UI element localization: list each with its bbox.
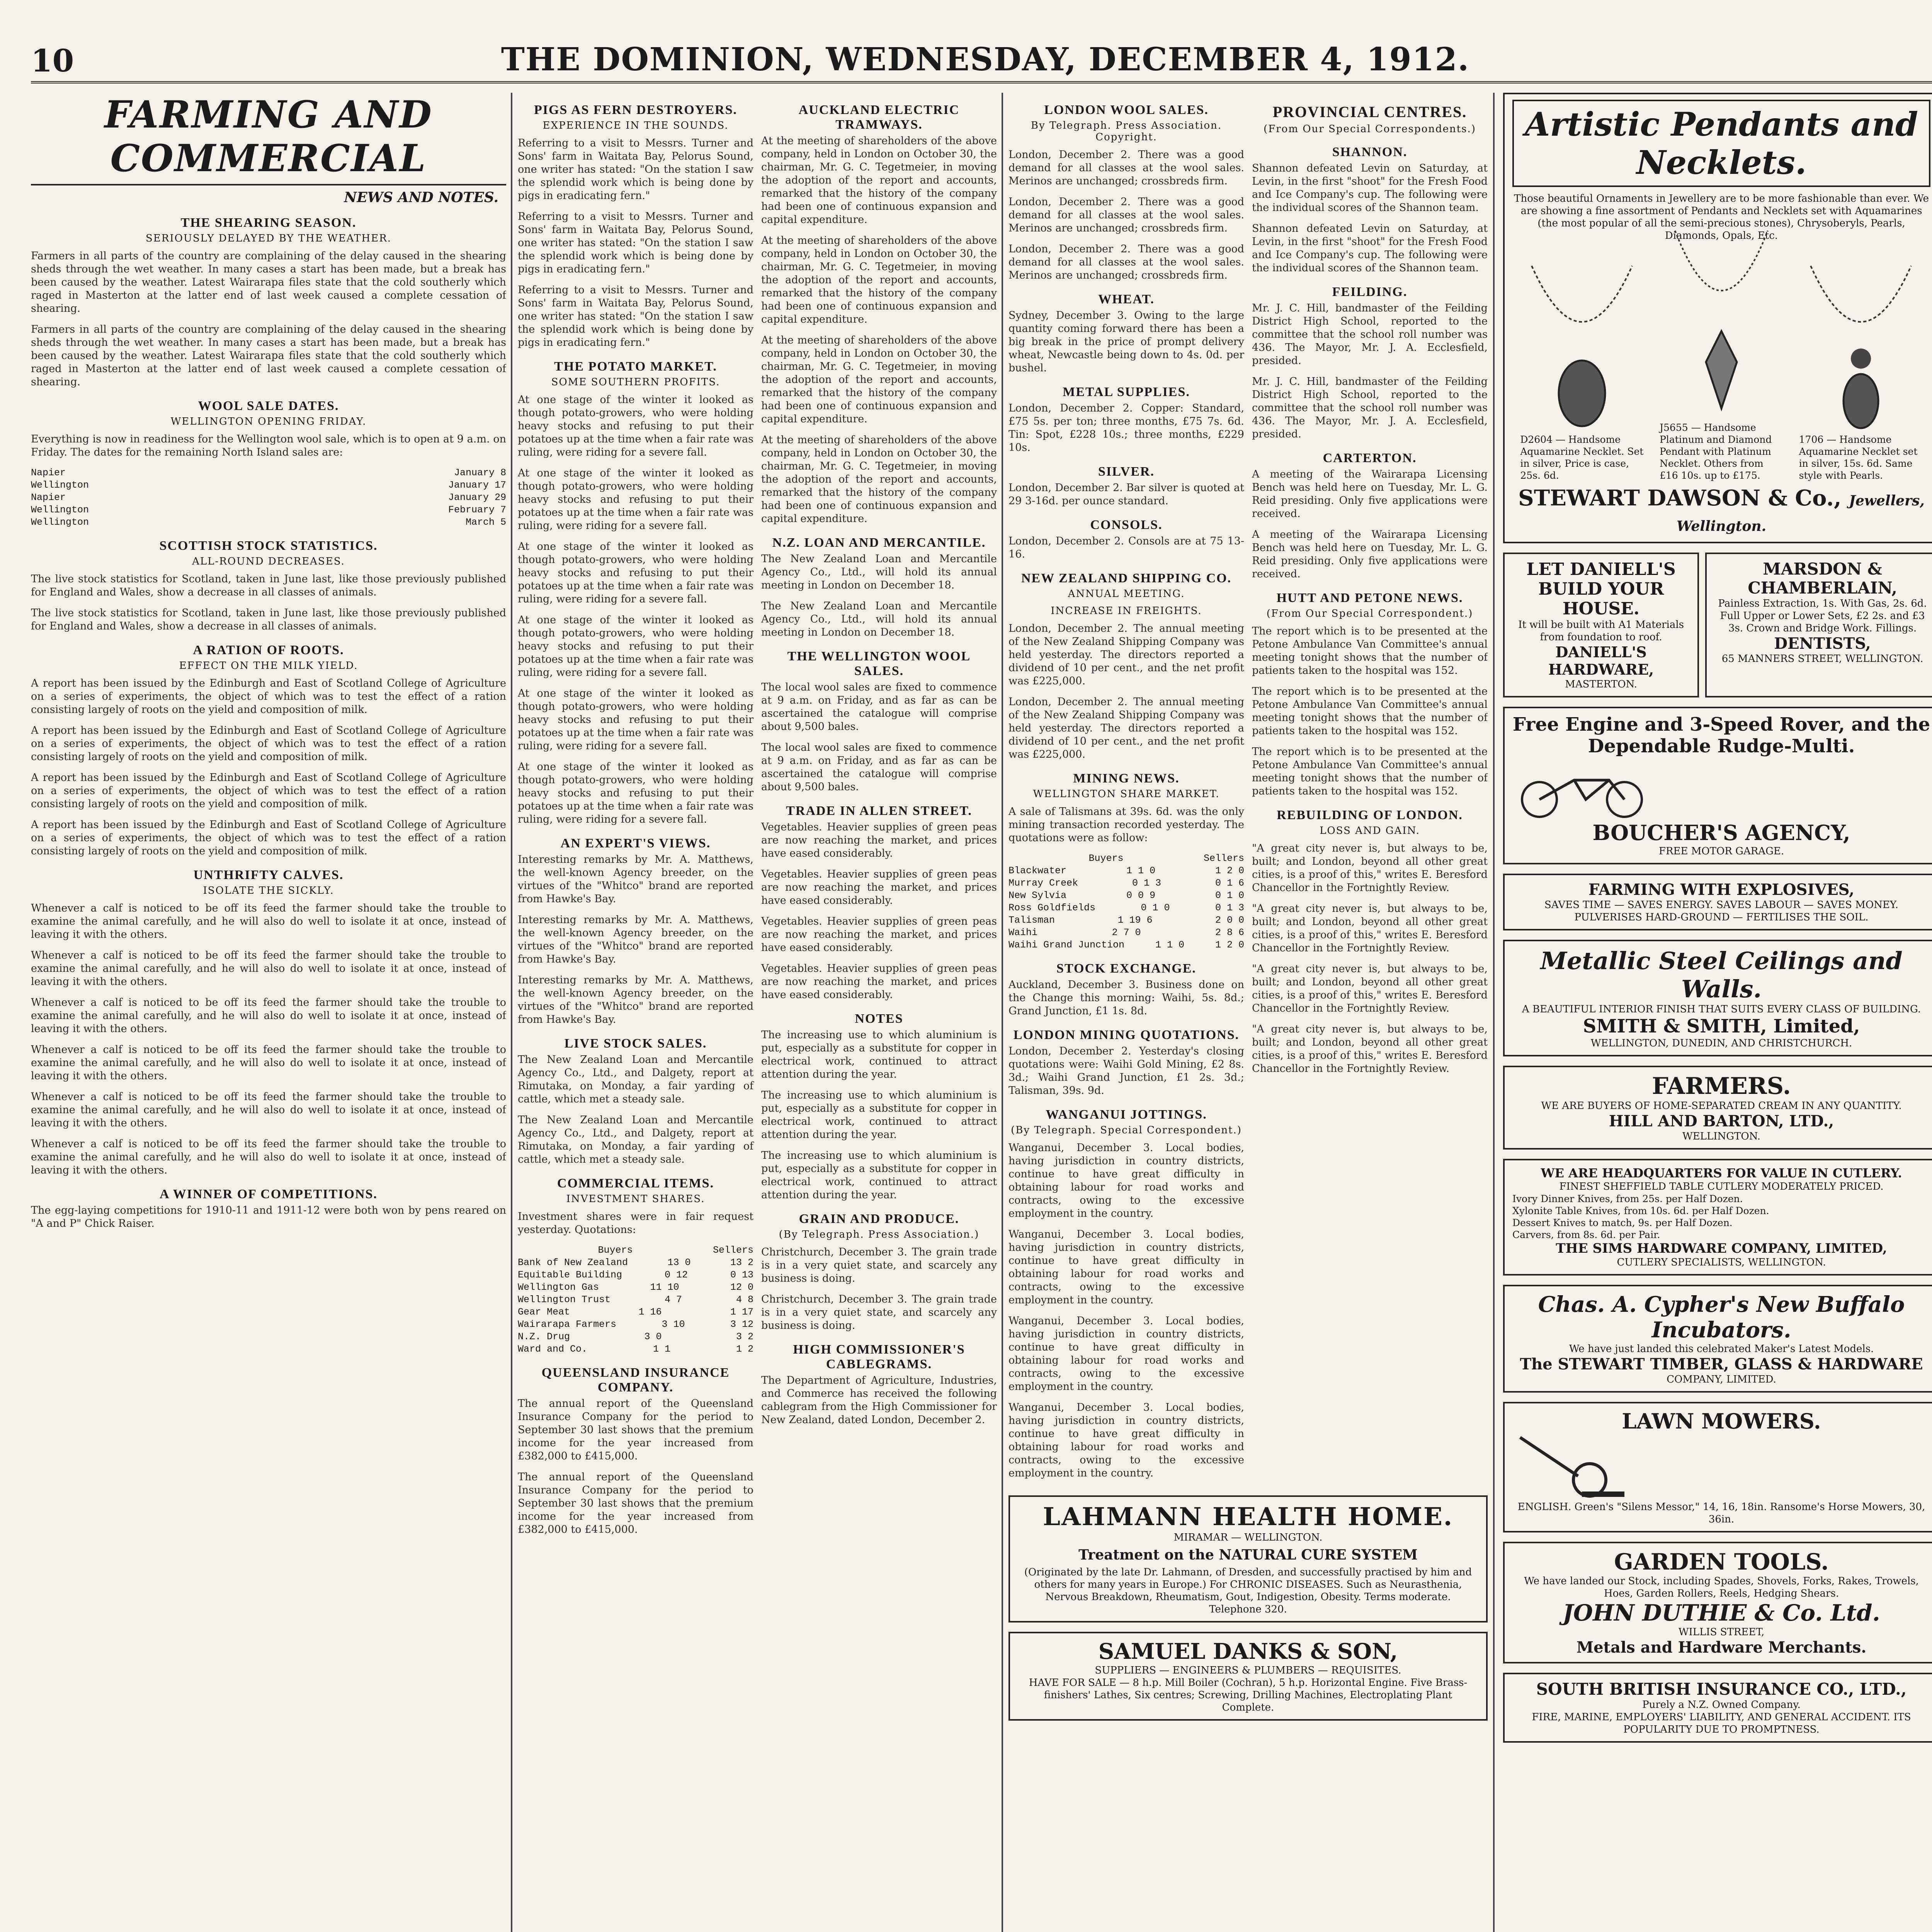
article-body: London, December 2. Copper: Standard, £75 5s. per ton; three months, £75 7s. 6d. Tin: Spot, £228 10s.; three months, £229 10s.: [1009, 402, 1244, 454]
article-body: Whenever a calf is noticed to be off its feed the farmer should take the trouble to examine the animal carefully, and he will also do well to isolate it at once, instead of leaving it with the others.: [31, 949, 506, 988]
article-heading: A RATION OF ROOTS.: [193, 643, 344, 657]
article-body: Shannon defeated Levin on Saturday, at Levin, in the first "shoot" for the Fresh Food and Ice Company's cup. The following were the individual scores of the Shannon team.: [1252, 162, 1488, 214]
ad-heading: MARSDON & CHAMBERLAIN,: [1748, 560, 1897, 597]
article-body: Whenever a calf is noticed to be off its feed the farmer should take the trouble to examine the animal carefully, and he will also do well to isolate it at once, instead of leaving it with the others.: [31, 1138, 506, 1176]
page-number: 10: [31, 43, 74, 79]
article-body: The annual report of the Queensland Insurance Company for the period to September 30 last shows that the premium income for the year increased from £382,000 to £415,000.: [518, 1398, 753, 1462]
table-row: Talisman 1 19 6 2 0 0: [1009, 915, 1244, 926]
article-body: London, December 2. The annual meeting of the New Zealand Shipping Company was held yesterday. The directors reported a dividend of 10 per cent., and the net profit was £225,000.: [1009, 622, 1244, 687]
article-heading: REBUILDING OF LONDON.: [1277, 808, 1463, 822]
table-header: Buyers Sellers: [1088, 853, 1244, 864]
ad-heading: SAMUEL DANKS & SON,: [1098, 1639, 1398, 1664]
section-subtitle: NEWS AND NOTES.: [344, 189, 498, 206]
article-body: Mr. J. C. Hill, bandmaster of the Feilding District High School, reported to the committee that the school roll number was 436. The Mayor, Mr. J. A. Ecclesfield, presided.: [1252, 302, 1488, 367]
article-body: A meeting of the Wairarapa Licensing Bench was held here on Tuesday, Mr. L. G. Reid presiding. Only five applications were received.: [1252, 529, 1488, 580]
article-heading: THE SHEARING SEASON.: [180, 216, 357, 230]
article-body: The report which is to be presented at the Petone Ambulance Van Committee's annual meeting tonight shows that the number of patients taken to the hospital was 152.: [1252, 685, 1488, 737]
article-subheading: LOSS AND GAIN.: [1320, 825, 1420, 837]
article-heading: THE POTATO MARKET.: [554, 359, 717, 374]
ad-text: Those beautiful Ornaments in Jewellery are to be more fashionable than ever. We are showing a fine assortment of Pendants and Necklets set with Aquamarines (the most popular of all the semi-precious stones), Chrysoberyls, Pearls, Diamonds, Opals, Etc.: [1514, 193, 1929, 242]
table-row: N.Z. Drug 3 0 3 2: [518, 1331, 753, 1342]
article-body: A sale of Talismans at 39s. 6d. was the only mining transaction recorded yesterday. The quotations were as follow:: [1009, 806, 1244, 844]
article-subheading: (From Our Special Correspondent.): [1266, 608, 1473, 619]
article-heading: N.Z. LOAN AND MERCANTILE.: [772, 536, 986, 550]
article-body: At one stage of the winter it looked as though potato-growers, who were holding heavy stocks and refusing to put their potatoes up at the time when a fair rate was ruling, were riding for a severe fall.: [518, 394, 753, 458]
ad-heading: Artistic Pendants and Necklets.: [1512, 100, 1930, 187]
advertisement-pendants: [1503, 93, 1932, 543]
table-row: Waihi Grand Junction 1 1 0 1 2 0: [1009, 939, 1244, 951]
article-body: At one stage of the winter it looked as though potato-growers, who were holding heavy stocks and refusing to put their potatoes up at the time when a fair rate was ruling, were riding for a severe fall.: [518, 541, 753, 605]
motorcycle-icon: [1512, 757, 1651, 819]
article-body: Referring to a visit to Messrs. Turner and Sons' farm in Waitata Bay, Pelorus Sound, one writer has stated: "On the station I saw the splendid work which is being done by pigs in eradicating fern.": [518, 137, 753, 202]
article-body: The report which is to be presented at the Petone Ambulance Van Committee's annual meeting tonight shows that the number of patients taken to the hospital was 152.: [1252, 746, 1488, 797]
article-body: At one stage of the winter it looked as though potato-growers, who were holding heavy stocks and refusing to put their potatoes up at the time when a fair rate was ruling, were riding for a severe fall.: [518, 761, 753, 825]
article-body: At one stage of the winter it looked as though potato-growers, who were holding heavy stocks and refusing to put their potatoes up at the time when a fair rate was ruling, were riding for a severe fall.: [518, 614, 753, 679]
ad-heading: LET DANIELL'S BUILD YOUR HOUSE.: [1526, 560, 1676, 619]
ad-place: MASTERTON.: [1565, 679, 1637, 690]
article-body: London, December 2. Bar silver is quoted at 29 3-16d. per ounce standard.: [1009, 482, 1244, 507]
subcolumn-2a: [518, 93, 753, 1544]
article-heading: HUTT AND PETONE NEWS.: [1276, 591, 1463, 605]
article-body: Interesting remarks by Mr. A. Matthews, the well-known Agency breeder, on the virtues of the "Whitco" brand are reported from Hawke's Bay.: [518, 914, 753, 965]
article-body: Vegetables. Heavier supplies of green peas are now reaching the market, and prices have eased considerably.: [761, 915, 997, 954]
table-row: Blackwater 1 1 0 1 2 0: [1009, 865, 1244, 876]
subcolumn-3b: [1252, 93, 1488, 1488]
article-body: Referring to a visit to Messrs. Turner and Sons' farm in Waitata Bay, Pelorus Sound, one writer has stated: "On the station I saw the splendid work which is being done by pigs in eradicating fern.": [518, 211, 753, 275]
ad-firm: STEWART DAWSON & Co., Jewellers, Wellington.: [1518, 485, 1925, 534]
ad-text: We have landed our Stock, including Spades, Shovels, Forks, Rakes, Trowels, Hoes, Garden Rollers, Reels, Hedging Shears.: [1524, 1575, 1919, 1599]
article-heading: PROVINCIAL CENTRES.: [1272, 103, 1467, 121]
article-subheading: ALL-ROUND DECREASES.: [192, 556, 345, 567]
article-body: London, December 2. Consols are at 75 13-16.: [1009, 535, 1244, 560]
ad-subheading: MIRAMAR — WELLINGTON.: [1173, 1532, 1323, 1543]
article-heading: CONSOLS.: [1090, 518, 1163, 532]
article-subheading: WELLINGTON OPENING FRIDAY.: [170, 416, 367, 427]
table-row: Wellington January 17: [31, 480, 506, 491]
ad-heading: SOUTH BRITISH INSURANCE CO., LTD.,: [1536, 1680, 1907, 1699]
article-heading: WOOL SALE DATES.: [198, 399, 339, 413]
article-body: Wanganui, December 3. Local bodies, having jurisdiction in country districts, continue to have great difficulty in obtaining labour for road works and contracts, owing to the excessive employment in the country.: [1009, 1315, 1244, 1393]
article-body: The New Zealand Loan and Mercantile Agency Co., Ltd., will hold its annual meeting in London on December 18.: [761, 553, 997, 591]
article-heading: METAL SUPPLIES.: [1063, 385, 1190, 399]
table-row: New Sylvia 0 0 9 0 1 0: [1009, 890, 1244, 901]
table-row: Wellington March 5: [31, 517, 506, 528]
article-body: "A great city never is, but always to be, built; and London, beyond all other great cities, is a proof of this," writes E. Beresford Chancellor in the Fortnightly Review.: [1252, 842, 1488, 894]
column-rule: [511, 93, 512, 1932]
article-body: Wanganui, December 3. Local bodies, having jurisdiction in country districts, continue to have great difficulty in obtaining labour for road works and contracts, owing to the excessive employment in the country.: [1009, 1142, 1244, 1219]
ad-place: WILLIS STREET,: [1678, 1626, 1765, 1638]
article-heading: SHANNON.: [1332, 145, 1408, 159]
article-body: At the meeting of shareholders of the above company, held in London on October 30, the chairman, Mr. G. C. Tegetmeier, in moving the adoption of the report and accounts, remarked that the history of the company had been one of continuous expansion and capital expenditure.: [761, 235, 997, 325]
article-heading: NEW ZEALAND SHIPPING CO.: [1021, 571, 1232, 585]
article-heading: LONDON WOOL SALES.: [1044, 103, 1209, 117]
table-row: Napier January 8: [31, 467, 506, 478]
advertisement-incubators: [1503, 1285, 1932, 1393]
article-subheading: SERIOUSLY DELAYED BY THE WEATHER.: [145, 233, 391, 244]
pendant-item: [1660, 227, 1783, 481]
ad-text: Purely a N.Z. Owned Company.: [1642, 1699, 1801, 1711]
article-body: The local wool sales are fixed to commence at 9 a.m. on Friday, and as far as can be ascertained the catalogue will comprise about 9,500 bales.: [761, 742, 997, 793]
column-1: [31, 93, 506, 1932]
article-subheading: INCREASE IN FREIGHTS.: [1051, 605, 1202, 617]
article-subheading: (By Telegraph. Press Association.): [779, 1229, 980, 1240]
ad-firm: SMITH & SMITH, Limited,: [1583, 1015, 1860, 1037]
table-row: Equitable Building 0 12 0 13: [518, 1269, 753, 1281]
masthead: [31, 39, 1932, 83]
sale-dates-table: [31, 467, 506, 529]
ad-place: WELLINGTON, DUNEDIN, AND CHRISTCHURCH.: [1590, 1037, 1852, 1049]
ad-address: 65 MANNERS STREET, WELLINGTON.: [1721, 653, 1923, 665]
article-body: Interesting remarks by Mr. A. Matthews, the well-known Agency breeder, on the virtues of the "Whitco" brand are reported from Hawke's Bay.: [518, 974, 753, 1026]
table-row: Napier January 29: [31, 492, 506, 503]
article-subheading: EXPERIENCE IN THE SOUNDS.: [543, 120, 729, 131]
article-subheading: INVESTMENT SHARES.: [566, 1193, 705, 1205]
article-body: The live stock statistics for Scotland, taken in June last, like those previously published for England and Wales, show a decrease in all classes of animals.: [31, 573, 506, 598]
necklet-illustration-icon: [1803, 262, 1919, 432]
ad-text: FINEST SHEFFIELD TABLE CUTLERY MODERATELY PRICED.: [1559, 1181, 1884, 1192]
article-heading: AUCKLAND ELECTRIC TRAMWAYS.: [798, 103, 960, 132]
article-body: Wanganui, December 3. Local bodies, having jurisdiction in country districts, continue to have great difficulty in obtaining labour for road works and contracts, owing to the excessive employment in the country.: [1009, 1228, 1244, 1306]
list-item: Dessert Knives to match, 9s. per Half Dozen.: [1512, 1217, 1733, 1228]
ad-heading: FARMERS.: [1652, 1073, 1791, 1100]
article-body: "A great city never is, but always to be, built; and London, beyond all other great cities, is a proof of this," writes E. Beresford Chancellor in the Fortnightly Review.: [1252, 963, 1488, 1014]
article-subheading: (By Telegraph. Special Correspondent.): [1011, 1124, 1242, 1136]
article-body: Farmers in all parts of the country are complaining of the delay caused in the shearing sheds through the wet weather. In many cases a start has been made, but a break has been caused by the weather. Latest Wairarapa files state that the cold southerly which raged in Masterton at the latter end of last week caused a complete cessation of shearing.: [31, 250, 506, 315]
article-heading: COMMERCIAL ITEMS.: [557, 1176, 714, 1190]
article-heading: SCOTTISH STOCK STATISTICS.: [159, 539, 378, 553]
advertisement-marsdon: [1705, 553, 1932, 697]
article-heading: CARTERTON.: [1323, 451, 1417, 465]
article-heading: THE WELLINGTON WOOL SALES.: [787, 649, 971, 678]
jewellery-illustrations: [1512, 242, 1930, 481]
article-body: London, December 2. Yesterday's closing quotations were: Waihi Gold Mining, £2 8s. 3d.; Waihi Grand Junction, £1 2s. 3d.; Talisman, 39s. 9d.: [1009, 1045, 1244, 1097]
article-body: Christchurch, December 3. The grain trade is in a very quiet state, and scarcely any business is doing.: [761, 1246, 997, 1284]
table-header: Buyers Sellers: [598, 1245, 753, 1256]
article-body: At the meeting of shareholders of the above company, held in London on October 30, the chairman, Mr. G. C. Tegetmeier, in moving the adoption of the report and accounts, remarked that the history of the company had been one of continuous expansion and capital expenditure.: [761, 334, 997, 425]
article-heading: GRAIN AND PRODUCE.: [799, 1212, 959, 1226]
pendant-illustration-icon: [1663, 227, 1779, 420]
table-row: Gear Meat 1 16 1 17: [518, 1306, 753, 1318]
list-item: Xylonite Table Knives, from 10s. 6d. per Half Dozen.: [1512, 1205, 1769, 1216]
article-heading: STOCK EXCHANGE.: [1056, 961, 1196, 976]
article-heading: QUEENSLAND INSURANCE COMPANY.: [541, 1366, 730, 1395]
ad-text: HAVE FOR SALE — 8 h.p. Mill Boiler (Cochran), 5 h.p. Horizontal Engine. Five Brass-finishers' Lathes, Six centres; Screwing, Drilling Machines, Electroplating Plant Complete.: [1029, 1677, 1468, 1713]
necklet-illustration-icon: [1524, 262, 1640, 432]
article-body: Everything is now in readiness for the Wellington wool sale, which is to open at 9 a.m. on Friday. The dates for the remaining North Island sales are:: [31, 433, 506, 458]
table-row: Ross Goldfields 0 1 0 0 1 3: [1009, 902, 1244, 913]
advertisement-cutlery: [1503, 1159, 1932, 1276]
article-body: At the meeting of shareholders of the above company, held in London on October 30, the chairman, Mr. G. C. Tegetmeier, in moving the adoption of the report and accounts, remarked that the history of the company had been one of continuous expansion and capital expenditure.: [761, 135, 997, 226]
ad-heading: LAHMANN HEALTH HOME.: [1043, 1502, 1454, 1531]
article-body: Whenever a calf is noticed to be off its feed the farmer should take the trouble to examine the animal carefully, and he will also do well to isolate it at once, instead of leaving it with the others.: [31, 1044, 506, 1082]
advertisement-insurance: [1503, 1673, 1932, 1743]
advertisement-tools: [1503, 1542, 1932, 1663]
article-body: The Department of Agriculture, Industries, and Commerce has received the following cablegram from the High Commissioner for New Zealand, dated London, December 2.: [761, 1374, 997, 1426]
article-body: "A great city never is, but always to be, built; and London, beyond all other great cities, is a proof of this," writes E. Beresford Chancellor in the Fortnightly Review.: [1252, 1023, 1488, 1075]
article-body: Christchurch, December 3. The grain trade is in a very quiet state, and scarcely any business is doing.: [761, 1293, 997, 1332]
ad-heading: Free Engine and 3-Speed Rover, and the Dependable Rudge-Multi.: [1512, 714, 1930, 757]
advertisement-farmers: [1503, 1066, 1932, 1150]
article-subheading: By Telegraph. Press Association. Copyright.: [1031, 120, 1222, 143]
ad-text: ENGLISH. Green's "Silens Messor," 14, 16, 18in. Ransome's Horse Mowers, 30, 36in.: [1517, 1501, 1925, 1525]
subcolumn-3a: [1009, 93, 1244, 1488]
ad-text: It will be built with A1 Materials from foundation to roof.: [1518, 619, 1684, 643]
list-item: Ivory Dinner Knives, from 25s. per Half Dozen.: [1512, 1193, 1743, 1204]
article-body: The increasing use to which aluminium is put, especially as a substitute for copper in electrical work, continued to attract attention during the year.: [761, 1029, 997, 1080]
subcolumn-2b: [761, 93, 997, 1544]
column-4-advertisements: [1503, 93, 1932, 1932]
advertisement-explosives: [1503, 874, 1932, 930]
ad-tag: FREE MOTOR GARAGE.: [1658, 845, 1784, 857]
article-heading: NOTES: [855, 1012, 903, 1026]
table-row: Bank of New Zealand 13 0 13 2: [518, 1257, 753, 1268]
article-heading: LIVE STOCK SALES.: [564, 1036, 707, 1051]
article-heading: TRADE IN ALLEN STREET.: [786, 804, 972, 818]
article-body: A report has been issued by the Edinburgh and East of Scotland College of Agriculture on a series of experiments, the object of which was to test the effect of a ration consisting largely of roots on the yield and composition of milk.: [31, 677, 506, 716]
article-body: Referring to a visit to Messrs. Turner and Sons' farm in Waitata Bay, Pelorus Sound, one writer has stated: "On the station I saw the splendid work which is being done by pigs in eradicating fern.": [518, 284, 753, 349]
column-rule: [1493, 93, 1495, 1932]
ad-firm: HILL AND BARTON, LTD.,: [1609, 1112, 1834, 1130]
ad-firm: BOUCHER'S AGENCY,: [1592, 820, 1850, 845]
ad-firm: THE SIMS HARDWARE COMPANY, LIMITED,: [1556, 1241, 1887, 1256]
ad-row: [1503, 553, 1932, 707]
article-body: London, December 2. There was a good demand for all classes at the wool sales. Merinos are unchanged; crossbreds firm.: [1009, 243, 1244, 281]
article-body: The local wool sales are fixed to commence at 9 a.m. on Friday, and as far as can be ascertained the catalogue will comprise about 9,500 bales.: [761, 681, 997, 733]
article-body: A report has been issued by the Edinburgh and East of Scotland College of Agriculture on a series of experiments, the object of which was to test the effect of a ration consisting largely of roots on the yield and composition of milk.: [31, 819, 506, 857]
ad-firm: The STEWART TIMBER, GLASS & HARDWARE: [1520, 1355, 1923, 1373]
ad-text: SAVES TIME — SAVES ENERGY. SAVES LABOUR — SAVES MONEY. PULVERISES HARD-GROUND — FERTILISES THE SOIL.: [1544, 899, 1898, 923]
article-body: At one stage of the winter it looked as though potato-growers, who were holding heavy stocks and refusing to put their potatoes up at the time when a fair rate was ruling, were riding for a severe fall.: [518, 687, 753, 752]
article-heading: WHEAT.: [1098, 292, 1155, 306]
article-heading: A WINNER OF COMPETITIONS.: [160, 1187, 378, 1201]
table-row: Wellington Trust 4 7 4 8: [518, 1294, 753, 1305]
article-body: The increasing use to which aluminium is put, especially as a substitute for copper in electrical work, continued to attract attention during the year.: [761, 1089, 997, 1141]
advertisement-daniell: [1503, 553, 1699, 697]
article-body: Vegetables. Heavier supplies of green peas are now reaching the market, and prices have eased considerably.: [761, 963, 997, 1001]
article-subheading: ISOLATE THE SICKLY.: [203, 885, 334, 896]
article-body: Mr. J. C. Hill, bandmaster of the Feilding District High School, reported to the committee that the school roll number was 436. The Mayor, Mr. J. A. Ecclesfield, presided.: [1252, 376, 1488, 440]
article-heading: AN EXPERT'S VIEWS.: [560, 836, 711, 850]
table-row: Wellington Gas 11 10 12 0: [518, 1282, 753, 1293]
article-body: "A great city never is, but always to be, built; and London, beyond all other great cities, is a proof of this," writes E. Beresford Chancellor in the Fortnightly Review.: [1252, 903, 1488, 954]
table-row: Waihi 2 7 0 2 8 6: [1009, 927, 1244, 938]
ad-heading: Metallic Steel Ceilings and Walls.: [1540, 947, 1903, 1003]
ad-text: WE ARE BUYERS OF HOME-SEPARATED CREAM IN ANY QUANTITY.: [1541, 1100, 1902, 1112]
article-body: Auckland, December 3. Business done on the Change this morning: Waihi, 5s. 8d.; Grand Junction, £1 1s. 8d.: [1009, 979, 1244, 1017]
ad-subheading: SUPPLIERS — ENGINEERS & PLUMBERS — REQUISITES.: [1095, 1665, 1401, 1676]
newspaper-title: THE DOMINION, WEDNESDAY, DECEMBER 4, 1912.: [501, 41, 1470, 78]
article-body: The annual report of the Queensland Insurance Company for the period to September 30 last shows that the premium income for the year increased from £382,000 to £415,000.: [518, 1471, 753, 1536]
article-body: At one stage of the winter it looked as though potato-growers, who were holding heavy stocks and refusing to put their potatoes up at the time when a fair rate was ruling, were riding for a severe fall.: [518, 467, 753, 532]
article-body: The increasing use to which aluminium is put, especially as a substitute for copper in electrical work, continued to attract attention during the year.: [761, 1150, 997, 1201]
ad-heading: GARDEN TOOLS.: [1614, 1549, 1829, 1575]
ad-subheading: DENTISTS,: [1774, 634, 1871, 653]
article-body: Farmers in all parts of the country are complaining of the delay caused in the shearing sheds through the wet weather. In many cases a start has been made, but a break has been caused by the weather. Latest Wairarapa files state that the cold southerly which raged in Masterton at the latter end of last week caused a complete cessation of shearing.: [31, 323, 506, 388]
article-body: Interesting remarks by Mr. A. Matthews, the well-known Agency breeder, on the virtues of the "Whitco" brand are reported from Hawke's Bay.: [518, 854, 753, 905]
ad-tag: COMPANY, LIMITED.: [1667, 1374, 1776, 1385]
ad-text: A BEAUTIFUL INTERIOR FINISH THAT SUITS EVERY CLASS OF BUILDING.: [1522, 1003, 1921, 1015]
article-heading: SILVER.: [1098, 464, 1155, 479]
advertisement-danks: [1009, 1632, 1488, 1721]
ad-text: We have just landed this celebrated Maker's Latest Models.: [1569, 1343, 1874, 1355]
article-body: The New Zealand Loan and Mercantile Agency Co., Ltd., and Dalgety, report at Rimutaka, on Monday, a fair yarding of cattle, which met a steady sale.: [518, 1054, 753, 1105]
ad-firm: DANIELL'S HARDWARE,: [1548, 643, 1654, 678]
table-row: Wairarapa Farmers 3 10 3 12: [518, 1319, 753, 1330]
column-rule: [1002, 93, 1003, 1932]
article-subheading: ANNUAL MEETING.: [1068, 588, 1185, 600]
article-body: A meeting of the Wairarapa Licensing Bench was held here on Tuesday, Mr. L. G. Reid presiding. Only five applications were received.: [1252, 468, 1488, 520]
article-body: The New Zealand Loan and Mercantile Agency Co., Ltd., will hold its annual meeting in London on December 18.: [761, 600, 997, 638]
ad-tag: Metals and Hardware Merchants.: [1576, 1638, 1867, 1656]
shares-table: [518, 1244, 753, 1355]
article-body: The report which is to be presented at the Petone Ambulance Van Committee's annual meeting tonight shows that the number of patients taken to the hospital was 152.: [1252, 625, 1488, 677]
ad-place: WELLINGTON.: [1682, 1131, 1761, 1142]
ad-tag: FIRE, MARINE, EMPLOYERS' LIABILITY, AND GENERAL ACCIDENT. ITS POPULARITY DUE TO PROMPTNESS.: [1532, 1711, 1911, 1735]
advertisement-lahmann: [1009, 1495, 1488, 1622]
section-title: FARMING AND COMMERCIAL: [31, 93, 506, 185]
article-body: London, December 2. There was a good demand for all classes at the wool sales. Merinos are unchanged; crossbreds firm.: [1009, 149, 1244, 187]
column-3: [1009, 93, 1488, 1932]
list-item: Carvers, from 8s. 6d. per Pair.: [1512, 1229, 1660, 1240]
article-body: Vegetables. Heavier supplies of green peas are now reaching the market, and prices have eased considerably.: [761, 821, 997, 859]
item-caption: 1706 — Handsome Aquamarine Necklet set in silver, 15s. 6d. Same style with Pearls.: [1799, 434, 1918, 481]
table-row: Ward and Co. 1 1 1 2: [518, 1344, 753, 1355]
ad-heading: WE ARE HEADQUARTERS FOR VALUE IN CUTLERY.: [1541, 1166, 1902, 1180]
article-heading: MINING NEWS.: [1073, 771, 1180, 786]
article-subheading: EFFECT ON THE MILK YIELD.: [179, 660, 358, 672]
table-row: Wellington February 7: [31, 504, 506, 515]
article-body: Whenever a calf is noticed to be off its feed the farmer should take the trouble to examine the animal carefully, and he will also do well to isolate it at once, instead of leaving it with the others.: [31, 1091, 506, 1129]
article-body: Shannon defeated Levin on Saturday, at Levin, in the first "shoot" for the Fresh Food and Ice Company's cup. The following were the individual scores of the Shannon team.: [1252, 223, 1488, 274]
article-body: A report has been issued by the Edinburgh and East of Scotland College of Agriculture on a series of experiments, the object of which was to test the effect of a ration consisting largely of roots on the yield and composition of milk.: [31, 772, 506, 810]
lawn-mower-icon: [1512, 1434, 1628, 1499]
article-body: The live stock statistics for Scotland, taken in June last, like those previously published for England and Wales, show a decrease in all classes of animals.: [31, 607, 506, 632]
ad-heading: Chas. A. Cypher's New Buffalo Incubators.: [1538, 1292, 1905, 1343]
column-2: [518, 93, 997, 1932]
item-caption: D2604 — Handsome Aquamarine Necklet. Set in silver, Price is case, 25s. 6d.: [1520, 434, 1644, 481]
necklet-item: [1520, 262, 1644, 481]
article-body: London, December 2. The annual meeting of the New Zealand Shipping Company was held yesterday. The directors reported a dividend of 10 per cent., and the net profit was £225,000.: [1009, 696, 1244, 760]
item-caption: J5655 — Handsome Platinum and Diamond Pendant with Platinum Necklet. Others from £16 10s. up to £175.: [1659, 422, 1772, 481]
article-body: Whenever a calf is noticed to be off its feed the farmer should take the trouble to examine the animal carefully, and he will also do well to isolate it at once, instead of leaving it with the others.: [31, 997, 506, 1035]
ad-text: Painless Extraction, 1s. With Gas, 2s. 6d. Full Upper or Lower Sets, £2 2s. and £3 3s. Crown and Bridge Work. Fillings.: [1718, 598, 1927, 634]
article-subheading: WELLINGTON SHARE MARKET.: [1033, 788, 1220, 800]
advertisement-mowers: [1503, 1402, 1932, 1532]
article-body: Investment shares were in fair request yesterday. Quotations:: [518, 1211, 753, 1236]
article-subheading: (From Our Special Correspondents.): [1264, 123, 1476, 135]
ad-heading: LAWN MOWERS.: [1622, 1409, 1821, 1434]
article-heading: HIGH COMMISSIONER'S CABLEGRAMS.: [793, 1342, 965, 1371]
ad-subheading: Treatment on the NATURAL CURE SYSTEM: [1078, 1547, 1418, 1563]
ad-firm: JOHN DUTHIE & Co. Ltd.: [1563, 1600, 1880, 1626]
article-body: The egg-laying competitions for 1910-11 and 1911-12 were both won by pens reared on "A and P" Chick Raiser.: [31, 1204, 506, 1230]
article-heading: UNTHRIFTY CALVES.: [193, 868, 344, 882]
ad-tag: CUTLERY SPECIALISTS, WELLINGTON.: [1617, 1257, 1826, 1268]
article-body: A report has been issued by the Edinburgh and East of Scotland College of Agriculture on a series of experiments, the object of which was to test the effect of a ration consisting largely of roots on the yield and composition of milk.: [31, 724, 506, 763]
table-row: Murray Creek 0 1 3 0 1 6: [1009, 878, 1244, 889]
article-heading: FEILDING.: [1332, 285, 1408, 299]
article-body: Vegetables. Heavier supplies of green peas are now reaching the market, and prices have eased considerably.: [761, 868, 997, 906]
article-heading: LONDON MINING QUOTATIONS.: [1013, 1028, 1240, 1042]
article-subheading: SOME SOUTHERN PROFITS.: [551, 376, 720, 388]
article-body: Whenever a calf is noticed to be off its feed the farmer should take the trouble to examine the animal carefully, and he will also do well to isolate it at once, instead of leaving it with the others.: [31, 902, 506, 940]
article-heading: WANGANUI JOTTINGS.: [1046, 1107, 1207, 1122]
mining-table: [1009, 852, 1244, 951]
article-body: Wanganui, December 3. Local bodies, having jurisdiction in country districts, continue to have great difficulty in obtaining labour for road works and contracts, owing to the excessive employment in the country.: [1009, 1401, 1244, 1479]
ad-text: (Originated by the late Dr. Lahmann, of Dresden, and successfully practised by him and others for many years in Europe.) For CHRONIC DISEASES. Such as Neurasthenia, Nervous Breakdown, Rheumatism, Gout, Indigestion, Obesity. Terms moderate. Telephone 320.: [1024, 1566, 1472, 1615]
ad-heading: FARMING WITH EXPLOSIVES,: [1588, 881, 1855, 899]
advertisement-rover: [1503, 707, 1932, 864]
article-heading: PIGS AS FERN DESTROYERS.: [534, 103, 737, 117]
advertisement-ceilings: [1503, 940, 1932, 1056]
article-body: At the meeting of shareholders of the above company, held in London on October 30, the chairman, Mr. G. C. Tegetmeier, in moving the adoption of the report and accounts, remarked that the history of the company had been one of continuous expansion and capital expenditure.: [761, 434, 997, 525]
article-body: Sydney, December 3. Owing to the large quantity coming forward there has been a big break in the price of prompt delivery wheat, Newcastle being down to 4s. 0d. per bushel.: [1009, 310, 1244, 374]
article-body: London, December 2. There was a good demand for all classes at the wool sales. Merinos are unchanged; crossbreds firm.: [1009, 196, 1244, 234]
necklet-item: [1799, 262, 1923, 481]
article-body: The New Zealand Loan and Mercantile Agency Co., Ltd., and Dalgety, report at Rimutaka, on Monday, a fair yarding of cattle, which met a steady sale.: [518, 1114, 753, 1165]
